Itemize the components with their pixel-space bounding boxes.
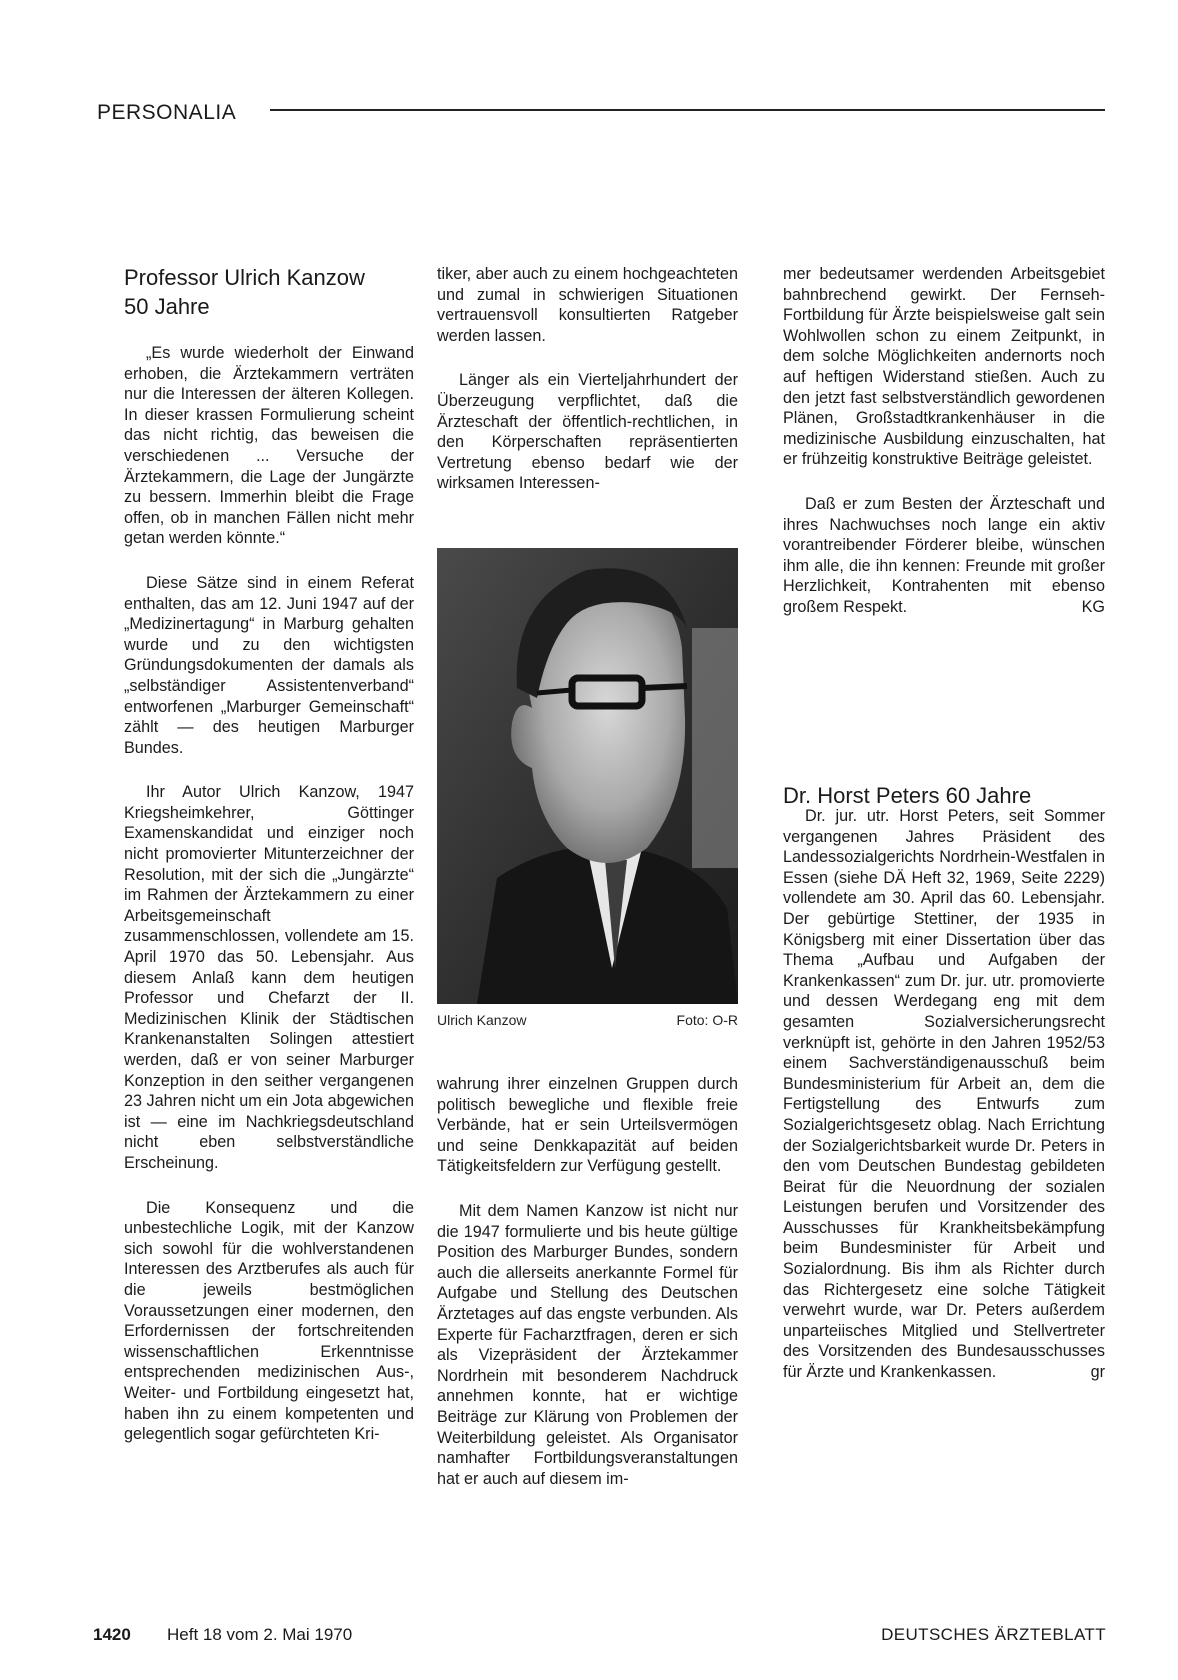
footer-issue: Heft 18 vom 2. Mai 1970 [167,1625,353,1644]
author-signature: gr [1090,1363,1105,1382]
author-signature: KG [1081,597,1105,616]
article1-column2-top [437,264,738,518]
paragraph: Länger als ein Vierteljahrhundert der Überzeugung verpflichtet, daß die Ärzteschaft der öffentlich-rechtlichen, in den Körperschaften repräsentierten Vertretung ebenso bedarf wie der wirksamen Interessen- [437,371,738,493]
article1-column3 [783,264,1105,642]
paragraph: Ihr Autor Ulrich Kanzow, 1947 Kriegsheimkehrer, Göttinger Examenskandidat und einziger noch nicht promovierter Mitunterzeichner der Resolution, mit der sich die „Jungärzte“ im Rahmen der Ärztekammern zu einer Arbeitsgemeinschaft zusammenschlossen, vollendete am 15. April 1970 das 50. Lebensjahr. Aus diesem Anlaß kann dem heutigen Professor und Chefarzt der II. Medizinischen Klinik der Städtischen Krankenanstalten Solingen attestiert werden, daß er von seiner Marburger Konzeption in den seither vergangenen 23 Jahren nicht um ein Jota abgewichen ist — eine im Nachkriegsdeutschland nicht eben selbstverständliche Erscheinung. [124,783,414,1172]
portrait-photo [437,548,738,1004]
paragraph-text: Daß er zum Besten der Ärzteschaft und ihres Nachwuchses noch lange ein aktiv vorantreibender Förderer bleibe, wünschen ihm alle, die ihn kennen: Freunde mit großer Herzlichkeit, Kontrahenten mit ebenso großem Respekt. [783,494,1105,616]
footer-page-number: 1420 [93,1625,131,1644]
article1-title [124,263,365,321]
portrait-image [437,548,738,1004]
header-rule [270,109,1105,111]
paragraph: tiker, aber auch zu einem hochgeachteten und zumal in schwierigen Situationen vertrauensvoll konsultierten Ratgeber werden lassen. [437,265,738,345]
article1-title-line2: 50 Jahre [124,294,210,319]
photo-caption [437,1012,738,1028]
paragraph: Mit dem Namen Kanzow ist nicht nur die 1947 formulierte und bis heute gültige Position des Marburger Bundes, sondern auch die allerseits anerkannte Formel für Aufgabe und Stellung des Deutschen Ärztetages auf das engste verbunden. Als Experte für Facharztfragen, deren er sich als Vizepräsident der Ärztekammer Nordrhein mit besonderem Nachdruck annehmen konnte, hat er wichtige Beiträge zur Klärung von Problemen der Weiterbildung geleistet. Als Organisator namhafter Fortbildungsveranstaltungen hat er auch auf diesem im- [437,1201,738,1488]
article1-column1 [124,343,414,1469]
article2-body [783,806,1105,1407]
article1-column2-bottom [437,1074,738,1513]
paragraph [783,494,1105,618]
article2-title: Dr. Horst Peters 60 Jahre [783,783,1032,808]
paragraph [783,806,1105,1383]
photo-caption-name: Ulrich Kanzow [437,1012,527,1028]
paragraph: wahrung ihrer einzelnen Gruppen durch politisch bewegliche und flexible freie Verbände, hat er sein Urteilsvermögen und seine Denkkapazität auf beiden Tätigkeitsfeldern zur Verfügung gestellt. [437,1075,738,1176]
paragraph: mer bedeutsamer werdenden Arbeitsgebiet bahnbrechend gewirkt. Der Fernseh-Fortbildung für Ärzte beispielsweise galt sein Wohlwollen schon zu einem Zeitpunkt, in dem solche Möglichkeiten andernorts noch auf heftigen Widerstand stießen. Auch zu den jetzt fast selbstverständlich gewordenen Plänen, Großstadtkrankenhäuser in die medizinische Ausbildung einzuschalten, hat er frühzeitig konstruktive Beiträge geleistet. [783,265,1105,469]
paragraph: Diese Sätze sind in einem Referat enthalten, das am 12. Juni 1947 auf der „Medizinertagung“ in Marburg gehalten wurde und zu den wichtigsten Gründungsdokumenten der damals als „selbständiger Assistentenverband“ entworfenen „Marburger Gemeinschaft“ zählt — des heutigen Marburger Bundes. [124,573,414,757]
photo-credit: Foto: O-R [676,1012,738,1028]
paragraph: Die Konsequenz und die unbestechliche Logik, mit der Kanzow sich sowohl für die wohlverstandenen Interessen des Arztberufes als auch für die jeweils bestmöglichen Voraussetzungen einer modernen, den Erfordernissen der fortschreitenden wissenschaftlichen Erkenntnisse entsprechenden medizinischen Aus-, Weiter- und Fortbildung eingesetzt hat, haben ihn zu einem kompetenten und gelegentlich sogar gefürchteten Kri- [124,1198,414,1444]
section-title: PERSONALIA [97,101,237,124]
paragraph-text: Dr. jur. utr. Horst Peters, seit Sommer vergangenen Jahres Präsident des Landessozialgerichts Nordrhein-Westfalen in Essen (siehe DÄ Heft 32, 1969, Seite 2229) vollendete am 30. April das 60. Lebensjahr. Der gebürtige Stettiner, der 1935 in Königsberg mit einer Dissertation über das Thema „Aufbau und Aufgaben der Krankenkassen“ zum Dr. jur. utr. promovierte und dessen Werdegang eng mit dem gesamten Sozialversicherungsrecht verknüpft ist, gehörte in den Jahren 1952/53 einem Sachverständigenausschuß beim Bundesministerium für Arbeit an, dem die Fertigstellung des Entwurfs zum Sozialgerichtsgesetz oblag. Nach Errichtung der Sozialgerichtsbarkeit wurde Dr. Peters in den vom Deutschen Bundestag gebildeten Beirat für die Neuordnung der sozialen Leistungen berufen und Vorsitzender des Ausschusses für Krankheitsbekämpfung beim Bundesminister für Arbeit und Sozialordnung. Bis ihm als Richter durch das Richtergesetz eine solche Tätigkeit verwehrt wurde, war Dr. Peters außerdem unparteiisches Mitglied und Stellvertreter des Vorsitzenden des Bundesausschusses für Ärzte und Krankenkassen. [783,807,1105,1382]
footer-magazine: DEUTSCHES ÄRZTEBLATT [881,1625,1106,1644]
paragraph: „Es wurde wiederholt der Einwand erhoben, die Ärztekammern verträten nur die Interessen der älteren Kollegen. In dieser krassen Formulierung scheint das nicht richtig, das beweisen die verschiedenen ... Versuche der Ärztekammern, die Lage der Jungärzte zu bessern. Immerhin bleibt die Frage offen, ob in manchen Fällen nicht mehr getan werden könnte.“ [124,344,414,548]
article1-title-line1: Professor Ulrich Kanzow [124,265,365,290]
